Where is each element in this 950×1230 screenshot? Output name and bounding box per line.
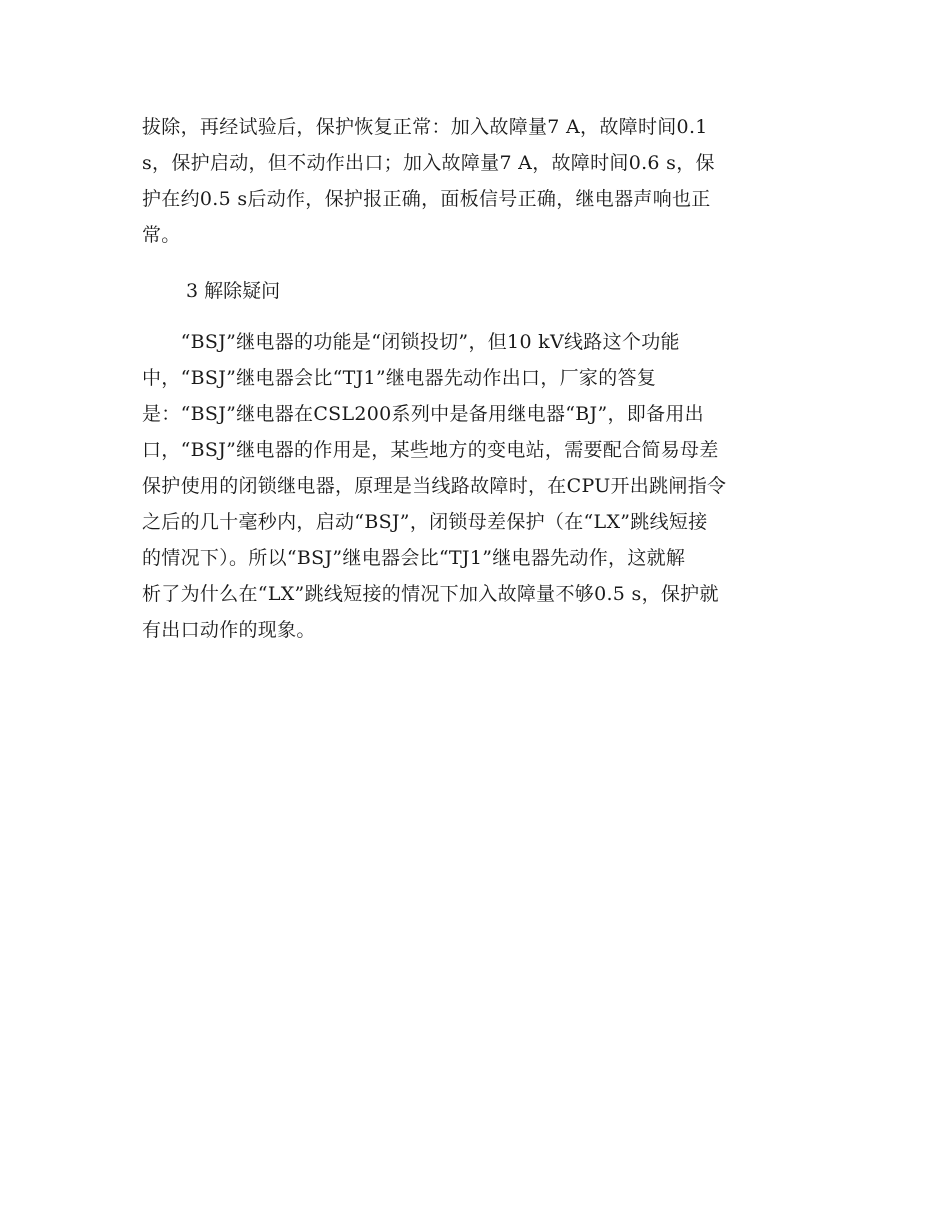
- section-heading: 3 解除疑问: [186, 280, 281, 302]
- paragraph2-line-9: 有出口动作的现象。: [142, 619, 316, 641]
- paragraph2-line-2: 中，“BSJ”继电器会比“TJ1”继电器先动作出口，厂家的答复: [142, 367, 657, 389]
- paragraph2-line-1: “BSJ”继电器的功能是“闭锁投切”，但10 kV线路这个功能: [142, 331, 680, 353]
- paragraph2-line-4: 口，“BSJ”继电器的作用是，某些地方的变电站，需要配合简易母差: [142, 439, 719, 461]
- paragraph2-line-8: 析了为什么在“LX”跳线短接的情况下加入故障量不够0.5 s，保护就: [142, 583, 719, 605]
- paragraph1-line-1: 拔除，再经试验后，保护恢复正常：加入故障量7 A，故障时间0.1: [142, 116, 708, 138]
- paragraph2-line-6: 之后的几十毫秒内，启动“BSJ”，闭锁母差保护（在“LX”跳线短接: [142, 511, 708, 533]
- paragraph2-line-3: 是：“BSJ”继电器在CSL200系列中是备用继电器“BJ”，即备用出: [142, 403, 704, 425]
- paragraph1-line-3: 护在约0.5 s后动作，保护报正确，面板信号正确，继电器声响也正: [142, 188, 711, 210]
- paragraph1-line-4: 常。: [142, 224, 181, 246]
- paragraph2-line-7: 的情况下）。所以“BSJ”继电器会比“TJ1”继电器先动作，这就解: [142, 547, 686, 569]
- paragraph2-line-5: 保护使用的闭锁继电器，原理是当线路故障时，在CPU开出跳闸指令: [142, 475, 727, 497]
- paragraph1-line-2: s，保护启动，但不动作出口；加入故障量7 A，故障时间0.6 s，保: [142, 152, 715, 174]
